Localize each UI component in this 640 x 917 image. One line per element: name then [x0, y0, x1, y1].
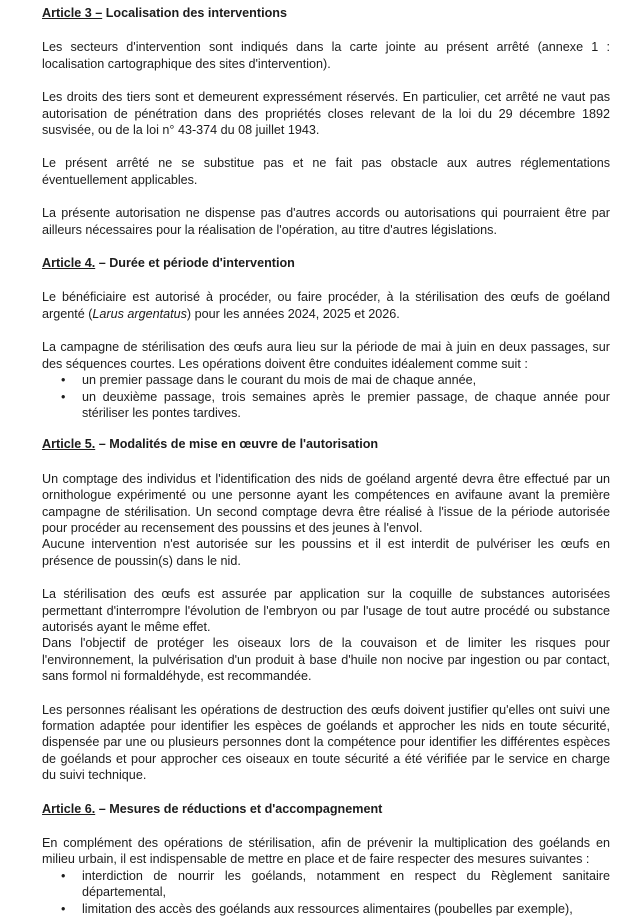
article-3-title: Localisation des interventions: [102, 6, 287, 20]
article-5-number: Article 5.: [42, 437, 96, 452]
list-item: • interdiction de nourrir les goélands, notamment en respect du Règlement sanitaire départemental,: [42, 868, 610, 901]
article-5-paragraph-3: La stérilisation des œufs est assurée par application sur la coquille de substances autorisées permettant d'interrompre l'évolution de l'embryon ou par l'usage de tout autre procédé ou substance autorisés ayant le même effet.: [42, 587, 610, 634]
article-4-title: – Durée et période d'intervention: [95, 256, 295, 271]
list-item: • un premier passage dans le courant du mois de mai de chaque année,: [42, 372, 610, 388]
article-5-paragraph-1: Un comptage des individus et l'identification des nids de goéland argenté devra être effectué par un ornithologue expérimenté ou une personne ayant les compétences en avifaune avant la première campagne de stérilisation. Un second comptage devra être réalisé à l'issue de la période autorisée pour procéder au recensement des poussins et des jeunes à l'envol.: [42, 471, 610, 535]
article-6-paragraph-1: En complément des opérations de stérilisation, afin de prévenir la multiplication des goélands en milieu urbain, il est indispensable de mettre en place et de faire respecter des mesures suivantes :: [42, 836, 610, 867]
article-3-paragraph-2: Les droits des tiers sont et demeurent expressément réservés. En particulier, cet arrêté ne vaut pas autorisation de pénétration dans des propriétés closes relevant de la loi du 29 décembre 1892 susvisée, ou de la loi n° 43-374 du 08 juillet 1943.: [42, 90, 610, 138]
article-4-bullet-list: [42, 372, 610, 421]
article-4-p1-text-end: ) pour les années 2024, 2025 et 2026.: [186, 306, 400, 321]
species-latin-name: Larus argentatus: [92, 306, 187, 321]
article-3-paragraph-3: Le présent arrêté ne se substitue pas et ne fait pas obstacle aux autres réglementations éventuellement applicables.: [42, 156, 610, 187]
article-5-paragraph-5: Les personnes réalisant les opérations de destruction des œufs doivent justifier qu'elles ont suivi une formation adaptée pour identifier les espèces de goélands et approcher les nids en toute sécurité, dispensée par une ou plusieurs personnes dont la compétence pour identifier les différentes espèces de goélands et pour approcher ces oiseaux en toute sécurité a été vérifiée par le service en charge du suivi technique.: [42, 702, 610, 783]
list-item: • limitation des accès des goélands aux ressources alimentaires (poubelles par exemple),: [42, 901, 610, 917]
article-5-paragraph-2: Aucune intervention n'est autorisée sur les poussins et il est interdit de pulvériser les œufs en présence de poussin(s) dans le nid.: [42, 537, 610, 568]
article-5-paragraph-4: Dans l'objectif de protéger les oiseaux lors de la couvaison et de limiter les risques pour l'environnement, la pulvérisation d'un produit à base d'huile non nocive par ingestion ou par contact, sans formol ni formaldéhyde, est recommandée.: [42, 636, 610, 684]
article-6-title: – Mesures de réductions et d'accompagnement: [95, 801, 383, 816]
article-5-title: – Modalités de mise en œuvre de l'autorisation: [95, 437, 379, 452]
article-3-paragraph-4: La présente autorisation ne dispense pas d'autres accords ou autorisations qui pourraient être par ailleurs nécessaires pour la réalisation de l'opération, au titre d'autres législations.: [42, 206, 610, 237]
article-3-heading: [42, 5, 610, 21]
article-6-heading: [42, 801, 610, 817]
article-3-number: Article 3 –: [42, 6, 103, 20]
article-4-paragraph-1: [42, 289, 610, 322]
article-4-number: Article 4.: [42, 256, 96, 271]
article-6-number: Article 6.: [42, 801, 96, 816]
list-item: • un deuxième passage, trois semaines après le premier passage, de chaque année pour stériliser les pontes tardives.: [42, 389, 610, 422]
article-5-heading: [42, 436, 610, 452]
article-6-bullet-list: [42, 868, 610, 917]
article-4-heading: [42, 255, 610, 271]
article-4-p1-text-start: Le bénéficiaire est autorisé à procéder, ou faire procéder, à la stérilisation des œufs de goéland argenté (: [42, 290, 610, 321]
article-4-paragraph-2: La campagne de stérilisation des œufs aura lieu sur la période de mai à juin en deux passages, sur des séquences courtes. Les opérations doivent être conduites idéalement comme suit :: [42, 340, 610, 371]
article-3-paragraph-1: Les secteurs d'intervention sont indiqués dans la carte jointe au présent arrêté (annexe 1 : localisation cartographique des sites d'intervention).: [42, 40, 610, 71]
